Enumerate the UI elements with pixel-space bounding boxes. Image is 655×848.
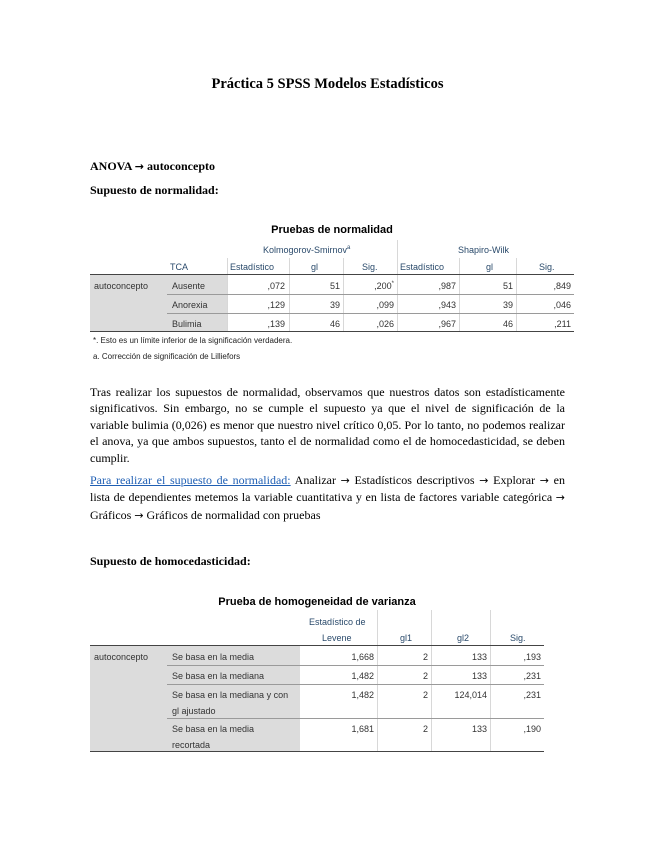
col-header-gl1: gl1: [400, 633, 413, 643]
normality-table: [90, 240, 574, 332]
normality-table-title: Pruebas de normalidad: [271, 224, 393, 236]
table-row: Se basa en la mediana 1,482 2 133 ,231: [172, 671, 541, 681]
col-header-tca: TCA: [170, 262, 188, 272]
col-header-levene: Estadístico de: [309, 617, 366, 627]
col-header-sw-stat: Estadístico: [400, 262, 445, 272]
paragraph-instructions: Para realizar el supuesto de normalidad: Analizar → Estadísticos descriptivos → Explorar → en lista de dependientes metemos la variable cuantitativa y en lista de factores variable categórica → Gráficos → Gráficos de normalidad con pruebas: [90, 473, 566, 522]
arrow-icon: →: [555, 491, 565, 505]
table-row: Se basa en la media 1,668 2 133 ,193: [172, 652, 541, 662]
homo-heading: Supuesto de homocedasticidad:: [90, 554, 251, 568]
arrow-icon: →: [479, 474, 489, 487]
footnote: a. Corrección de significación de Lilliefors: [93, 352, 241, 361]
table-row: Anorexia ,129 39 ,099 ,943 39 ,046: [172, 300, 571, 310]
anova-target: autoconcepto: [147, 159, 216, 173]
table-row: Se basa en la media recortada 1,681 2 133 ,190: [172, 724, 541, 750]
anova-label: ANOVA: [90, 159, 132, 173]
col-header-ks-stat: Estadístico: [230, 262, 275, 272]
table-row: Ausente ,072 51 ,200* ,987 51 ,849: [172, 281, 571, 291]
footnote: *. Esto es un límite inferior de la significación verdadera.: [93, 336, 293, 345]
col-header-gl2: gl2: [457, 633, 470, 643]
row-label-autoconcepto: autoconcepto: [94, 281, 149, 291]
arrow-icon: →: [539, 474, 549, 487]
col-header-levene-2: Levene: [322, 633, 352, 643]
page-title: Práctica 5 SPSS Modelos Estadísticos: [211, 76, 444, 92]
col-header-ks-sig: Sig.: [362, 262, 378, 272]
table-row: Se basa en la mediana y con gl ajustado 1,482 2 124,014 ,231: [172, 690, 541, 716]
anova-heading: [90, 159, 215, 174]
paragraph-results: Tras realizar los supuestos de normalidad, observamos que nuestros datos son estadísticamente significativos. Sin embargo, no se cumple el supuesto ya que el nivel de significación de la variable bulimia (0,026) es menor que nuestro nivel crítico 0,05. Por lo tanto, no podemos realizar el anova, ya que ambos supuestos, tanto el de normalidad como el de homocedasticidad, se deben cumplir.: [90, 385, 565, 465]
col-header-ks-gl: gl: [311, 262, 319, 272]
col-header-sig: Sig.: [510, 633, 526, 643]
arrow-icon: →: [134, 508, 144, 522]
arrow-icon: →: [134, 160, 145, 173]
arrow-icon: →: [340, 474, 350, 487]
sig-with-mark: ,200*: [374, 281, 394, 291]
col-header-sw-sig: Sig.: [539, 262, 555, 272]
normality-link[interactable]: Para realizar el supuesto de normalidad:: [90, 473, 291, 487]
col-header-sw-gl: gl: [486, 262, 494, 272]
normality-heading: Supuesto de normalidad:: [90, 183, 219, 197]
table-row: Bulimia ,139 46 ,026 ,967 46 ,211: [172, 319, 571, 329]
bottom-rule: [90, 751, 544, 752]
row-label-autoconcepto: autoconcepto: [94, 652, 149, 662]
bottom-rule: [90, 331, 574, 332]
group-header-sw: Shapiro-Wilk: [458, 245, 510, 255]
group-header-ks: Kolmogorov-Smirnov$^a$: [263, 245, 351, 255]
homo-table-title: Prueba de homogeneidad de varianza: [218, 596, 416, 608]
homo-table: [90, 610, 544, 752]
